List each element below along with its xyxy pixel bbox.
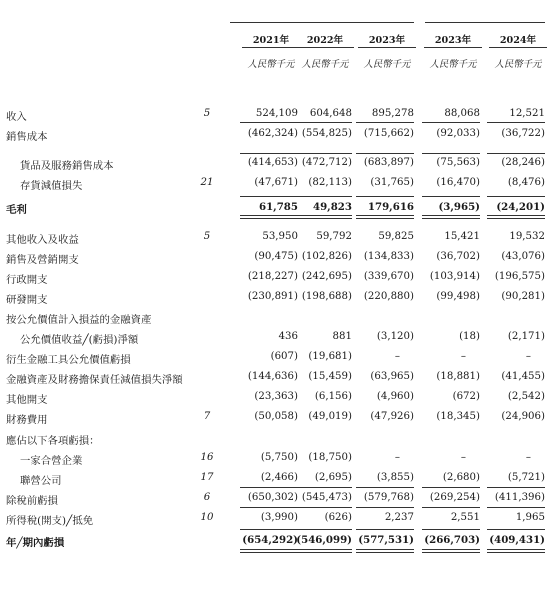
cell-value: (242,695) [301,271,352,282]
cell-value: 61,785 [259,201,298,213]
cell-value: – [394,351,400,362]
cell-value: – [394,452,400,463]
total-rule [240,218,298,219]
total-rule [356,549,414,550]
cell-value: – [525,452,531,463]
row-note: 6 [203,492,211,503]
total-rule [422,487,480,488]
row-note: 16 [200,452,214,463]
cell-value: 12,521 [509,108,545,119]
cell-value: (18,881) [436,371,480,382]
cell-value: (90,475) [254,251,298,262]
table-row [0,331,550,351]
cell-value: 19,532 [509,231,545,242]
cell-value: (220,880) [363,291,414,302]
cell-value: (43,076) [501,251,545,262]
cell-value: (683,897) [363,157,414,168]
row-note: 7 [203,411,211,422]
table-row [0,271,550,291]
year-underline [424,47,482,48]
cell-value: (36,722) [501,128,545,139]
total-rule [356,215,414,216]
total-rule [487,215,545,216]
table-row [0,534,550,554]
total-rule [294,549,352,550]
total-rule [422,215,480,216]
table-row [0,157,550,177]
cell-value: (15,459) [308,371,352,382]
row-label: 應佔以下各項虧損： [6,435,100,447]
total-rule [294,122,352,123]
cell-value: (4,960) [376,391,414,402]
cell-value: (672) [452,391,480,402]
cell-value: (16,470) [436,177,480,188]
table-row [0,291,550,311]
cell-value: 59,792 [316,231,352,242]
cell-value: (31,765) [370,177,414,188]
cell-value: (545,473) [301,492,352,503]
cell-value: (579,768) [363,492,414,503]
row-label: 行政開支 [6,274,48,286]
cell-value: (24,201) [496,201,545,213]
total-rule [294,215,352,216]
cell-value: 53,950 [262,231,298,242]
cell-value: (546,099) [296,534,352,546]
total-rule [240,196,298,197]
row-note: 21 [200,177,214,188]
total-rule [294,196,352,197]
total-rule [240,549,298,550]
cell-value: 881 [332,331,352,342]
cell-value: (626) [324,512,352,523]
row-label: 銷售成本 [6,131,48,143]
row-label: 財務費用 [6,414,48,426]
total-rule [422,122,480,123]
total-rule [422,153,480,154]
row-label: 其他收入及收益 [6,234,79,246]
table-row [0,351,550,371]
total-rule [294,529,352,530]
cell-value: (2,542) [507,391,545,402]
cell-value: (269,254) [429,492,480,503]
unit-label: 人民幣千元 [301,59,349,70]
total-rule [422,196,480,197]
cell-value: 88,068 [444,108,480,119]
total-rule [294,218,352,219]
row-label: 貨品及服務銷售成本 [20,160,114,172]
year-underline [296,47,354,48]
total-rule [356,218,414,219]
cell-value: – [460,351,466,362]
unit-label: 人民幣千元 [429,59,477,70]
cell-value: (230,891) [247,291,298,302]
cell-value: (5,721) [507,472,545,483]
cell-value: (3,855) [376,472,414,483]
cell-value: (19,681) [308,351,352,362]
cell-value: (50,058) [254,411,298,422]
total-rule [356,507,414,508]
unit-label: 人民幣千元 [494,59,542,70]
cell-value: (103,914) [429,271,480,282]
total-rule [240,507,298,508]
total-rule [422,507,480,508]
total-rule [356,122,414,123]
unit-label: 人民幣千元 [247,59,295,70]
total-rule [240,487,298,488]
row-label: 銷售及營銷開支 [6,254,79,266]
cell-value: (650,302) [247,492,298,503]
row-label: 衍生金融工具公允價值虧損 [6,354,131,366]
table-row [0,108,550,128]
cell-value: (462,324) [247,128,298,139]
cell-value: (75,563) [436,157,480,168]
cell-value: (6,156) [314,391,352,402]
table-row [0,452,550,472]
cell-value: – [525,351,531,362]
total-rule [294,487,352,488]
cell-value: 2,551 [450,512,480,523]
total-rule [487,153,545,154]
cell-value: 2,237 [384,512,414,523]
cell-value: (218,227) [247,271,298,282]
cell-value: (3,120) [376,331,414,342]
total-rule [294,153,352,154]
cell-value: (23,363) [254,391,298,402]
total-rule [422,549,480,550]
cell-value: (99,498) [436,291,480,302]
table-row [0,231,550,251]
total-rule [422,218,480,219]
cell-value: (196,575) [494,271,545,282]
table-row [0,391,550,411]
cell-value: (266,703) [424,534,480,546]
cell-value: (3,965) [438,201,480,213]
table-row [0,251,550,271]
cell-value: (472,712) [301,157,352,168]
total-rule [487,487,545,488]
cell-value: 59,825 [378,231,414,242]
cell-value: 179,616 [367,201,414,213]
cell-value: – [460,452,466,463]
year-header-3: 2023年 [368,35,406,46]
row-label: 收入 [6,111,27,123]
cell-value: (41,455) [501,371,545,382]
row-note: 17 [200,472,214,483]
row-label: 年╱期內虧損 [6,537,65,549]
cell-value: (5,750) [260,452,298,463]
cell-value: (607) [270,351,298,362]
cell-value: (2,680) [442,472,480,483]
unit-label: 人民幣千元 [363,59,411,70]
year-header-1: 2021年 [252,35,290,46]
total-rule [240,529,298,530]
cell-value: (144,636) [247,371,298,382]
row-note: 10 [200,512,214,523]
total-rule [356,487,414,488]
total-rule [487,529,545,530]
cell-value: (36,702) [436,251,480,262]
cell-value: (90,281) [501,291,545,302]
row-label: 聯營公司 [20,475,62,487]
row-label: 按公允價值計入損益的金融資產 [6,314,152,326]
cell-value: (47,926) [370,411,414,422]
total-rule [240,552,298,553]
cell-value: 895,278 [371,108,414,119]
total-rule [356,529,414,530]
row-note: 5 [203,231,211,242]
cell-value: 49,823 [313,201,352,213]
total-rule [294,507,352,508]
total-rule [356,552,414,553]
year-underline [242,47,300,48]
total-rule [487,549,545,550]
table-row [0,411,550,431]
year-header-4: 2023年 [434,35,472,46]
table-row [0,371,550,391]
table-row [0,311,550,331]
cell-value: (18,750) [308,452,352,463]
cell-value: 524,109 [255,108,298,119]
header-rule-five-months [425,22,545,23]
cell-value: (92,033) [436,128,480,139]
cell-value: (3,990) [260,512,298,523]
cell-value: (134,833) [363,251,414,262]
cell-value: (18,345) [436,411,480,422]
row-label: 其他開支 [6,394,48,406]
cell-value: (18) [459,331,480,342]
cell-value: (49,019) [308,411,352,422]
total-rule [422,529,480,530]
row-label: 公允價值收益╱(虧損)淨額 [20,334,139,346]
year-header-2: 2022年 [306,35,344,46]
total-rule [487,218,545,219]
total-rule [487,196,545,197]
total-rule [294,552,352,553]
row-label: 一家合營企業 [20,455,83,467]
row-label: 毛利 [6,204,27,216]
total-rule [356,153,414,154]
row-label: 金融資產及財務擔保責任減值損失淨額 [6,374,183,386]
header-rule-fiscal [230,22,414,23]
row-note: 5 [203,108,211,119]
cell-value: (2,466) [260,472,298,483]
cell-value: (339,670) [363,271,414,282]
total-rule [487,552,545,553]
cell-value: (8,476) [507,177,545,188]
cell-value: (28,246) [501,157,545,168]
total-rule [240,122,298,123]
cell-value: (715,662) [363,128,414,139]
table-row [0,472,550,492]
cell-value: (63,965) [370,371,414,382]
cell-value: 15,421 [444,231,480,242]
cell-value: (198,688) [301,291,352,302]
cell-value: 604,648 [309,108,352,119]
cell-value: (554,825) [301,128,352,139]
total-rule [487,507,545,508]
total-rule [356,196,414,197]
cell-value: (654,292) [242,534,298,546]
year-underline [358,47,416,48]
table-row [0,492,550,512]
cell-value: (577,531) [358,534,414,546]
row-label: 除稅前虧損 [6,495,58,507]
year-header-5: 2024年 [499,35,537,46]
table-row [0,432,550,452]
table-row [0,177,550,197]
table-row [0,128,550,148]
cell-value: (2,695) [314,472,352,483]
cell-value: (102,826) [301,251,352,262]
row-label: 存貨減值損失 [20,180,83,192]
total-rule [487,122,545,123]
year-underline [489,47,547,48]
cell-value: 436 [278,331,298,342]
total-rule [240,153,298,154]
cell-value: (47,671) [254,177,298,188]
cell-value: (2,171) [507,331,545,342]
cell-value: (82,113) [308,177,352,188]
cell-value: (24,906) [501,411,545,422]
cell-value: (409,431) [489,534,545,546]
row-label: 研發開支 [6,294,48,306]
cell-value: (414,653) [247,157,298,168]
total-rule [240,215,298,216]
cell-value: 1,965 [515,512,545,523]
total-rule [422,552,480,553]
row-label: 所得稅(開支)╱抵免 [6,515,94,527]
cell-value: (411,396) [494,492,545,503]
